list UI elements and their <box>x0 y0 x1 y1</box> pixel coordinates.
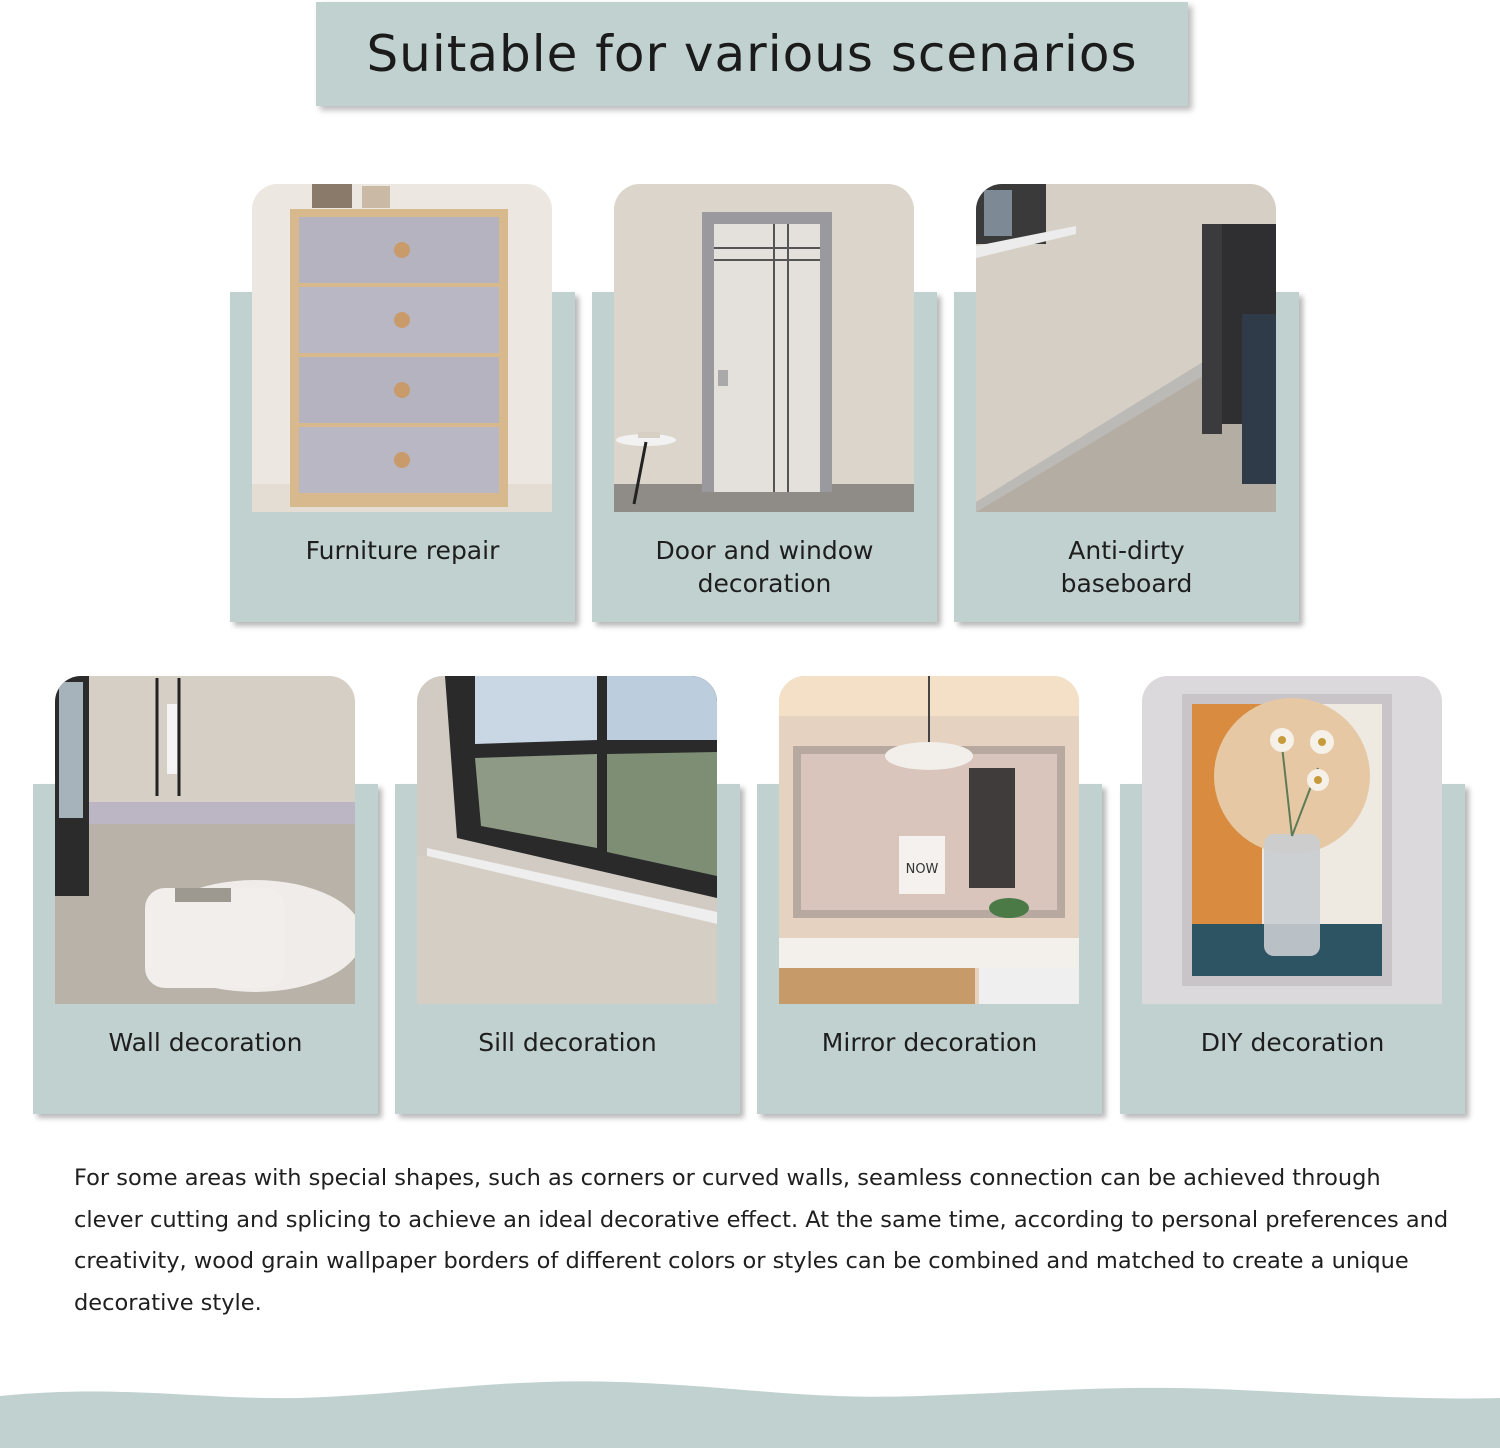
bathroom-wall-photo <box>55 676 355 1004</box>
card-label: DIY decoration <box>1200 1028 1385 1057</box>
card-label: Sill decoration <box>478 1028 657 1057</box>
mirror-photo <box>779 676 1079 1004</box>
card-sill-decoration <box>395 784 740 1114</box>
card-label: Anti-dirty baseboard <box>1060 536 1193 598</box>
card-label: Mirror decoration <box>821 1028 1038 1057</box>
card-mirror-decoration <box>757 784 1102 1114</box>
description-paragraph: For some areas with special shapes, such as corners or curved walls, seamless connection can be achieved through clever cutting and splicing to achieve an ideal decorative effect. At the same time, according to personal preferences and creativity, wood grain wallpaper borders of different colors or styles can be combined and matched to create a unique decorative style. <box>74 1165 1449 1317</box>
title-banner <box>316 2 1188 106</box>
page-title: Suitable for various scenarios <box>366 25 1138 83</box>
dresser-photo <box>252 184 552 512</box>
card-label: Furniture repair <box>305 536 500 565</box>
baseboard-photo <box>976 184 1276 512</box>
window-sill-photo <box>417 676 717 1004</box>
wave-decoration <box>0 1370 1500 1448</box>
card-label: Door and window decoration <box>655 536 874 598</box>
card-anti-dirty-baseboard <box>954 292 1299 622</box>
door-photo <box>614 184 914 512</box>
card-wall-decoration <box>33 784 378 1114</box>
card-diy-decoration <box>1120 784 1465 1114</box>
mirror-poster-text: NOW <box>905 862 939 877</box>
card-door-window-decoration <box>592 292 937 622</box>
framed-art-photo <box>1142 676 1442 1004</box>
card-label: Wall decoration <box>108 1028 303 1057</box>
card-furniture-repair <box>230 292 575 622</box>
